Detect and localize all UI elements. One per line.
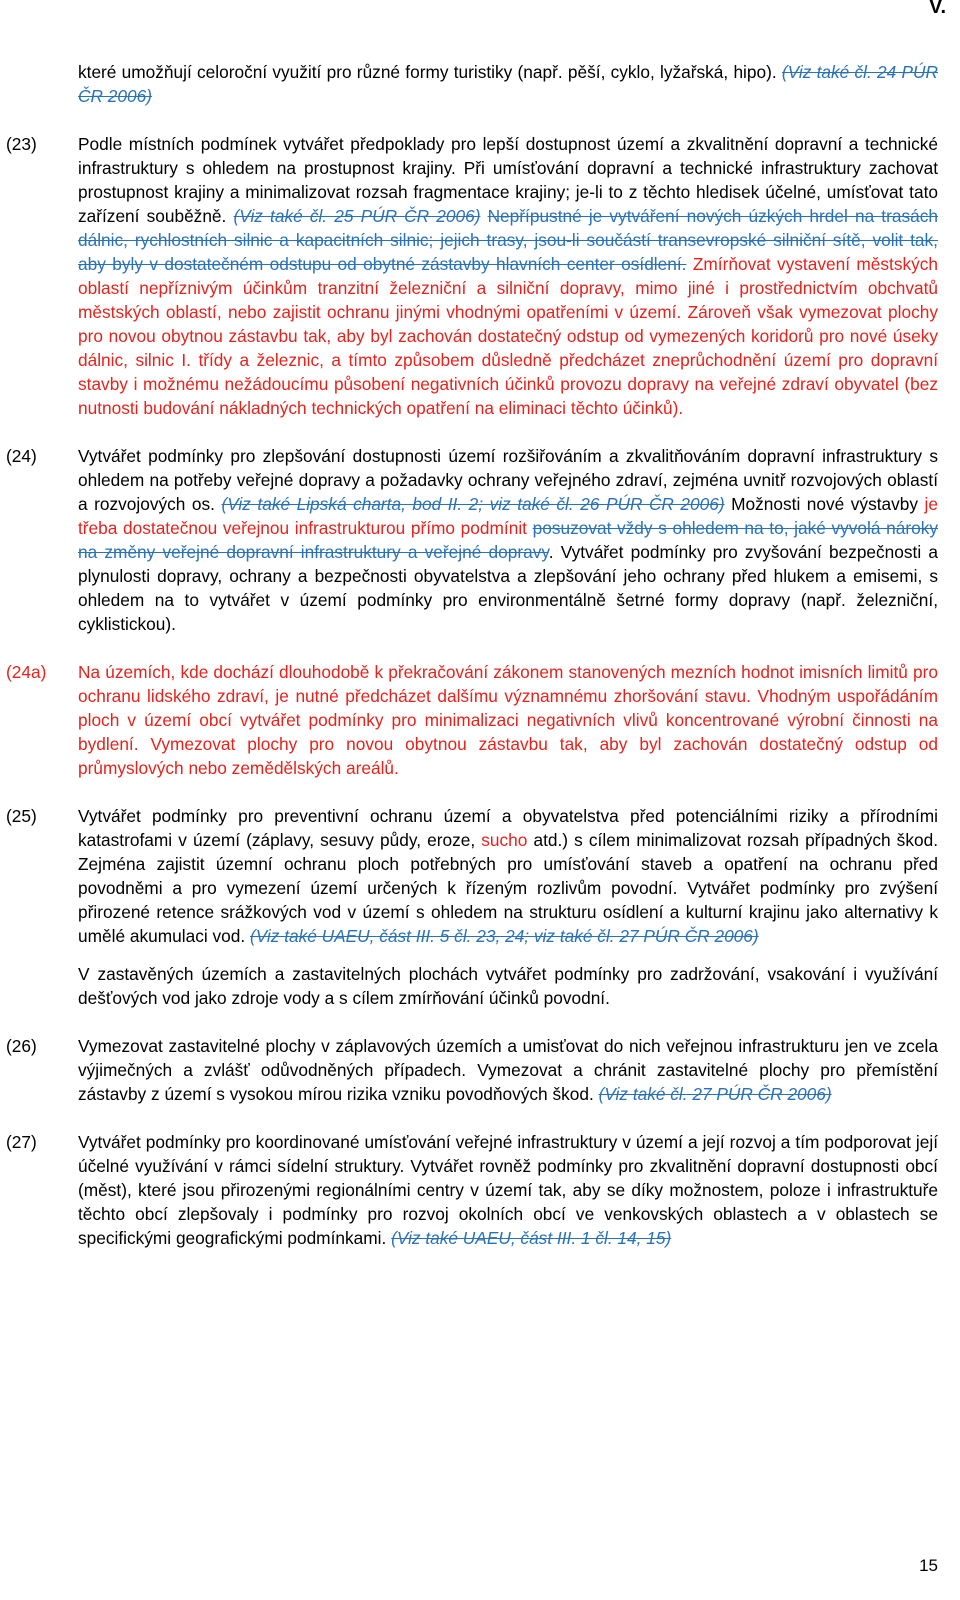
text-span: . Vytvářet podmínky pro zvyšování bezpečnosti a plynulosti dopravy, ochrany a bezpečnosti obyvatelstva a zlepšování jeho ochrany před hlukem a emisemi, s ohledem na to vytvářet v území podmínky pro environmentálně šetrné formy dopravy (např. železniční, cyklistickou).	[78, 542, 938, 634]
paragraph-text	[78, 132, 938, 420]
inserted-text: sucho	[481, 830, 528, 850]
paragraph-number	[0, 962, 78, 1010]
deleted-reference: (Viz také Lipská charta, bod II. 2; viz také čl. 26 PÚR ČR 2006)	[221, 494, 725, 514]
deleted-reference: (Viz také čl. 25 PÚR ČR 2006)	[233, 206, 481, 226]
paragraph	[0, 804, 938, 948]
paragraph	[0, 1130, 938, 1250]
deleted-text: Nepřípustné je vytváření nových úzkých hrdel na trasách dálnic, rychlostních silnic a kapacitních silnic; jejich trasy, jsou-li součástí transevropské silniční sítě, volit tak, aby byly v dostatečném odstupu od obytné zástavby hlavních center osídlení.	[78, 206, 938, 274]
inserted-text: je třeba dostatečnou veřejnou infrastrukturou přímo podmínit	[78, 494, 938, 538]
text-span: atd.) s cílem minimalizovat rozsah případných škod. Zejména zajistit územní ochranu ploch potřebných pro umísťování staveb a opatření na ochranu před povodněmi a pro vymezení území určených k řízeným rozlivům povodní. Vytvářet podmínky pro zvýšení přirozené retence srážkových vod v území s ohledem na strukturu osídlení a kulturní krajinu jako alternativy k umělé akumulaci vod.	[78, 830, 938, 946]
paragraph-number: (24)	[6, 446, 37, 466]
paragraph-text	[78, 962, 938, 1010]
text-span: Podle místních podmínek vytvářet předpoklady pro lepší dostupnost území a zkvalitnění dopravní a technické infrastruktury s ohledem na prostupnost krajiny. Při umísťování dopravní a technické infrastruktury zachovat prostupnost krajiny a minimalizovat rozsah fragmentace krajiny; je-li to z těchto hledisek účelné, umísťovat tato zařízení souběžně.	[78, 134, 938, 226]
paragraph-number: (25)	[6, 806, 37, 826]
chapter-marker: V.	[928, 0, 946, 18]
paragraph-number: (27)	[6, 1132, 37, 1152]
text-span: Vymezovat zastavitelné plochy v záplavových územích a umisťovat do nich veřejnou infrastrukturu jen ve zcela výjimečných a zvlášť odůvodněných případech. Vymezovat a chránit zastavitelné plochy pro přemístění zástavby z území s vysokou mírou rizika vzniku povodňových škod.	[78, 1036, 938, 1104]
text-span: V zastavěných územích a zastavitelných plochách vytvářet podmínky pro zadržování, vsakování i využívání dešťových vod jako zdroje vody a s cílem zmírňování účinků povodní.	[78, 964, 938, 1008]
deleted-text: posuzovat vždy s ohledem na to, jaké vyvolá nároky na změny veřejné dopravní infrastruktury a veřejné dopravy	[78, 518, 938, 562]
paragraph	[0, 660, 938, 780]
paragraph	[0, 1034, 938, 1106]
page-number: 15	[919, 1556, 938, 1575]
paragraph-number	[0, 60, 78, 108]
text-span: Možnosti nové výstavby	[724, 494, 925, 514]
paragraph-text	[78, 60, 938, 108]
deleted-reference: (Viz také čl. 27 PÚR ČR 2006)	[598, 1084, 832, 1104]
text-span: Vytvářet podmínky pro koordinované umísťování veřejné infrastruktury v území a její rozvoj a tím podporovat její účelné využívání v rámci sídelní struktury. Vytvářet rovněž podmínky pro zkvalitnění dopravní dostupnosti obcí (měst), které jsou přirozenými regionálními centry v území tak, aby se díky možnostem, poloze i infrastruktuře těchto obcí zlepšovaly i podmínky pro rozvoj okolních obcí ve venkovských oblastech a v oblastech se specifickými geografickými podmínkami.	[78, 1132, 938, 1248]
document-body	[0, 60, 960, 1274]
text-span: Vytvářet podmínky pro preventivní ochranu území a obyvatelstva před potenciálními riziky a přírodními katastrofami v území (záplavy, sesuvy půdy, eroze,	[78, 806, 938, 850]
paragraph-text	[78, 660, 938, 780]
paragraph-number: (23)	[6, 134, 37, 154]
text-span: které umožňují celoroční využití pro různé formy turistiky (např. pěší, cyklo, lyžařská, hipo).	[78, 62, 782, 82]
deleted-reference: (Viz také UAEU, část III. 5 čl. 23, 24; viz také čl. 27 PÚR ČR 2006)	[249, 926, 759, 946]
paragraph-text	[78, 1034, 938, 1106]
inserted-text: Na územích, kde dochází dlouhodobě k překračování zákonem stanovených mezních hodnot imisních limitů pro ochranu lidského zdraví, je nutné předcházet dalšímu významnému zhoršování stavu. Vhodným uspořádáním ploch v území obcí vytvářet podmínky pro minimalizaci negativních vlivů koncentrované výrobní činnosti na bydlení. Vymezovat plochy pro novou obytnou zástavbu tak, aby byl zachován dostatečný odstup od průmyslových nebo zemědělských areálů.	[78, 662, 938, 778]
paragraph-text	[78, 804, 938, 948]
text-span: Vytvářet podmínky pro zlepšování dostupnosti území rozšiřováním a zkvalitňováním dopravní infrastruktury s ohledem na potřeby veřejné dopravy a požadavky ochrany veřejného zdraví, zejména uvnitř rozvojových oblastí a rozvojových os.	[78, 446, 938, 514]
paragraph	[0, 60, 938, 108]
paragraph-text	[78, 444, 938, 636]
deleted-reference: (Viz také UAEU, část III. 1 čl. 14, 15)	[391, 1228, 672, 1248]
paragraph	[0, 132, 938, 420]
paragraph	[0, 444, 938, 636]
deleted-reference: (Viz také čl. 24 PÚR ČR 2006)	[78, 62, 938, 106]
paragraph	[0, 962, 938, 1010]
inserted-text: Zmírňovat vystavení městských oblastí nepříznivým účinkům tranzitní železniční a silniční dopravy, mimo jiné i prostřednictvím obchvatů městských oblastí, nebo zajistit ochranu jinými vhodnými opatřeními v území. Zároveň však vymezovat plochy pro novou obytnou zástavbu tak, aby byl zachován dostatečný odstup od vymezených koridorů pro nové úseky dálnic, silnic I. třídy a železnic, a tímto způsobem důsledně předcházet zneprůchodnění území pro dopravní stavby i možnému nežádoucímu působení negativních účinků provozu dopravy na veřejné zdraví obyvatel (bez nutnosti budování nákladných technických opatření na eliminaci těchto účinků).	[78, 254, 938, 418]
text-span	[480, 206, 487, 226]
paragraph-number: (26)	[6, 1036, 37, 1056]
paragraph-text	[78, 1130, 938, 1250]
paragraph-number: (24a)	[6, 662, 47, 682]
